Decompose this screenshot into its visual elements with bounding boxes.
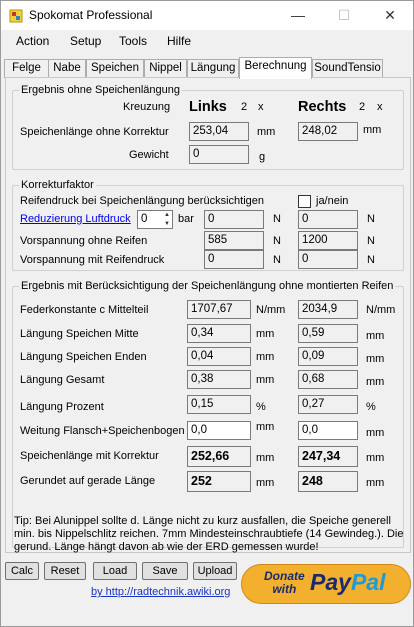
unit-mm: mm — [256, 421, 275, 433]
unit-g: g — [259, 151, 266, 163]
unit-n: N — [367, 235, 375, 247]
rounded-length-right-field[interactable]: 248 — [298, 471, 358, 492]
unit-n: N — [367, 254, 375, 266]
length-with-correction-left-field[interactable]: 252,66 — [187, 446, 251, 467]
length-without-correction-label: Speichenlänge ohne Korrektur — [20, 126, 169, 138]
unit-mm: mm — [256, 328, 275, 340]
laengung-gesamt-right-field[interactable]: 0,68 — [298, 370, 358, 389]
menu-setup[interactable]: Setup — [70, 34, 102, 48]
load-button[interactable]: Load — [93, 562, 137, 580]
janein-checkbox[interactable] — [298, 195, 311, 208]
weight-label: Gewicht — [129, 149, 169, 161]
unit-mm: mm — [363, 124, 382, 136]
unit-bar: bar — [178, 213, 194, 225]
unit-n: N — [273, 213, 281, 225]
paypal-with-word: with — [272, 582, 297, 596]
reduzierung-luftdruck-link[interactable]: Reduzierung Luftdruck — [20, 213, 131, 225]
weight-field[interactable]: 0 — [189, 145, 249, 164]
spinner-value: 0 — [141, 213, 148, 225]
website-link[interactable]: by http://radtechnik.awiki.org — [91, 586, 231, 598]
paypal-donate-button[interactable] — [241, 564, 411, 604]
laengung-prozent-right-field[interactable]: 0,27 — [298, 395, 358, 414]
laengung-mitte-right-field[interactable]: 0,59 — [298, 324, 358, 343]
unit-n-per-mm: N/mm — [256, 304, 286, 316]
tab-berechnung[interactable]: Berechnung — [239, 57, 312, 79]
upload-button[interactable]: Upload — [193, 562, 237, 580]
group-title: Korrekturfaktor — [21, 179, 94, 191]
federkonstante-left-field[interactable]: 1707,67 — [187, 300, 251, 319]
rechts-label: Rechts — [298, 99, 347, 115]
unit-n: N — [367, 213, 375, 225]
unit-mm: mm — [366, 376, 385, 388]
app-icon — [9, 9, 23, 23]
spinner-up-icon[interactable]: ▲ — [164, 212, 170, 218]
group-title: Ergebnis ohne Speichenlängung — [21, 84, 181, 96]
menu-action[interactable]: Action — [16, 34, 50, 48]
reset-button[interactable]: Reset — [44, 562, 86, 580]
tab-speichen[interactable]: Speichen — [86, 59, 144, 78]
reifendruck-label: Reifendruck bei Speichenlängung berücksichtigen — [20, 195, 264, 207]
laengung-enden-left-field[interactable]: 0,04 — [187, 347, 251, 366]
laengung-mitte-left-field[interactable]: 0,34 — [187, 324, 251, 343]
laengung-enden-right-field[interactable]: 0,09 — [298, 347, 358, 366]
unit-n: N — [273, 235, 281, 247]
group-korrekturfaktor — [12, 179, 404, 271]
weitung-flansch-right-field[interactable]: 0,0 — [298, 421, 358, 440]
tab-nabe[interactable]: Nabe — [48, 59, 86, 78]
tab-nippel[interactable]: Nippel — [144, 59, 187, 78]
unit-mm: mm — [366, 353, 385, 365]
minimize-button[interactable]: — — [291, 7, 305, 23]
vorspannung-mit-label: Vorspannung mit Reifendruck — [20, 254, 165, 266]
laengung-prozent-label: Längung Prozent — [20, 401, 104, 413]
unit-n: N — [273, 254, 281, 266]
unit-mm: mm — [256, 477, 275, 489]
tab-felge[interactable]: Felge — [4, 59, 49, 78]
tab-soundtensio[interactable]: SoundTensio — [312, 59, 383, 78]
menu-tools[interactable]: Tools — [119, 34, 148, 48]
weitung-flansch-label: Weitung Flansch+Speichenbogen — [20, 425, 185, 437]
rounded-length-left-field[interactable]: 252 — [187, 471, 251, 492]
kreuzung-label: Kreuzung — [123, 101, 171, 113]
weitung-flansch-left-field[interactable]: 0,0 — [187, 421, 251, 440]
length-left-field[interactable]: 253,04 — [189, 122, 249, 141]
federkonstante-label: Federkonstante c Mittelteil — [20, 304, 149, 316]
length-right-field[interactable]: 248,02 — [298, 122, 358, 141]
laengung-gesamt-left-field[interactable]: 0,38 — [187, 370, 251, 389]
spinner-down-icon[interactable]: ▼ — [164, 221, 170, 227]
vorspannung-ohne-label: Vorspannung ohne Reifen — [20, 235, 148, 247]
unit-mm: mm — [256, 351, 275, 363]
unit-mm: mm — [256, 452, 275, 464]
paypal-pay: Pay — [310, 569, 351, 595]
unit-mm: mm — [366, 477, 385, 489]
menu-bar — [1, 30, 413, 52]
laengung-prozent-left-field[interactable]: 0,15 — [187, 395, 251, 414]
links-cross-count: 2 — [241, 101, 248, 113]
paypal-pal: Pal — [350, 569, 386, 595]
links-label: Links — [189, 99, 227, 115]
unit-mm: mm — [366, 330, 385, 342]
paypal-logo-icon — [310, 569, 385, 596]
save-button[interactable]: Save — [142, 562, 188, 580]
paypal-donate-word: Donate — [264, 569, 305, 583]
window-title: Spokomat Professional — [29, 8, 153, 22]
unit-mm: mm — [366, 452, 385, 464]
group-title: Ergebnis mit Berücksichtigung der Speichenlängung ohne montierten Reifen — [21, 280, 394, 292]
laengung-mitte-label: Längung Speichen Mitte — [20, 328, 139, 340]
tab-panel-berechnung — [5, 77, 411, 553]
janein-label: ja/nein — [316, 195, 349, 207]
laengung-enden-label: Längung Speichen Enden — [20, 351, 147, 363]
rechts-cross-count: 2 — [359, 101, 366, 113]
unit-n-per-mm: N/mm — [366, 304, 396, 316]
rechts-x: x — [377, 101, 383, 113]
unit-percent: % — [256, 401, 266, 413]
menu-hilfe[interactable]: Hilfe — [167, 34, 192, 48]
reduzierung-right-field[interactable]: 0 — [298, 210, 358, 229]
paypal-donate-text — [264, 570, 305, 596]
unit-mm: mm — [366, 427, 385, 439]
length-with-correction-right-field[interactable]: 247,34 — [298, 446, 358, 467]
luftdruck-spinner[interactable] — [137, 210, 173, 229]
unit-percent: % — [366, 401, 376, 413]
maximize-button[interactable]: ☐ — [337, 7, 351, 23]
tip-text: Tip: Bei Alunippel sollte d. Länge nicht zu kurz ausfallen, die Speiche generell min. bis Nippelschlitz reichen. 7mm Mindesteinschraubtiefe (14 Gewindeg.). Die gerund. Länge hängt davon ab wie der ERD gemessen wurde! — [14, 515, 404, 553]
vorspannung-mit-left-field[interactable]: 0 — [204, 250, 264, 269]
group-ergebnis-mit — [12, 280, 404, 548]
reduzierung-left-field[interactable]: 0 — [204, 210, 264, 229]
calc-button[interactable]: Calc — [5, 562, 39, 580]
tab-laengung[interactable]: Längung — [187, 59, 239, 78]
rounded-length-label: Gerundet auf gerade Länge — [20, 475, 156, 487]
federkonstante-right-field[interactable]: 2034,9 — [298, 300, 358, 319]
length-with-correction-label: Speichenlänge mit Korrektur — [20, 450, 159, 462]
group-ergebnis-ohne — [12, 84, 404, 170]
vorspannung-ohne-right-field[interactable]: 1200 — [298, 231, 358, 250]
unit-mm: mm — [256, 374, 275, 386]
vorspannung-ohne-left-field[interactable]: 585 — [204, 231, 264, 250]
laengung-gesamt-label: Längung Gesamt — [20, 374, 105, 386]
unit-mm: mm — [257, 126, 276, 138]
title-bar — [1, 1, 413, 30]
links-x: x — [258, 101, 264, 113]
close-button[interactable]: ✕ — [384, 7, 396, 23]
vorspannung-mit-right-field[interactable]: 0 — [298, 250, 358, 269]
